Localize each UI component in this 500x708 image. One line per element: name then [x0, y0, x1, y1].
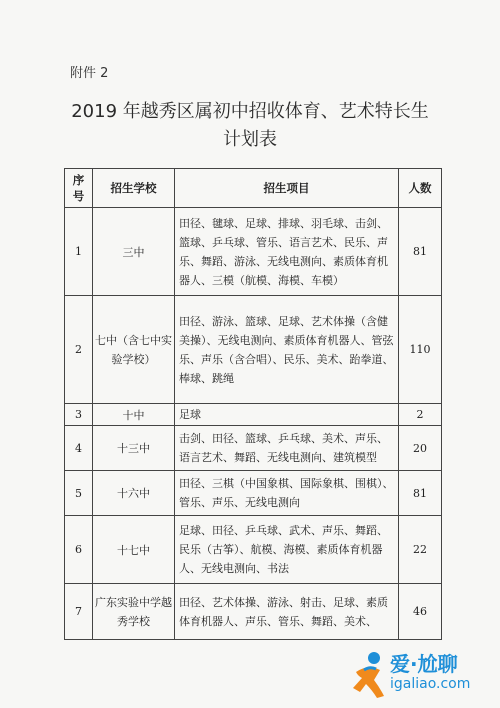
row-count: 81 — [399, 208, 442, 296]
row-school: 十中 — [93, 404, 175, 426]
row-items: 足球、田径、乒乓球、武术、声乐、舞蹈、民乐（古筝）、航模、海模、素质体育机器人、无线电测向、书法 — [175, 516, 399, 584]
watermark-url: igaliao.com — [390, 676, 471, 692]
row-count: 2 — [399, 404, 442, 426]
row-number: 6 — [65, 516, 93, 584]
row-school: 十六中 — [93, 471, 175, 516]
row-number: 1 — [65, 208, 93, 296]
header-number: 序号 — [65, 169, 93, 208]
row-count: 81 — [399, 471, 442, 516]
runner-logo-icon — [350, 650, 388, 700]
document-title-line2: 计划表 — [223, 129, 277, 150]
document-title: 2019 年越秀区属初中招收体育、艺术特长生 — [71, 101, 429, 122]
site-watermark — [348, 646, 498, 702]
row-school: 广东实验中学越秀学校 — [93, 584, 175, 640]
row-count: 20 — [399, 426, 442, 471]
row-school: 七中（含七中实验学校） — [93, 296, 175, 404]
table-header-row — [65, 169, 442, 208]
row-school: 三中 — [93, 208, 175, 296]
row-items: 田径、艺术体操、游泳、射击、足球、素质体育机器人、声乐、管乐、舞蹈、美术、 — [175, 584, 399, 640]
row-items: 田径、游泳、篮球、足球、艺术体操（含健美操）、无线电测向、素质体育机器人、管弦乐、声乐（含合唱）、民乐、美术、跆拳道、棒球、跳绳 — [175, 296, 399, 404]
table-row — [65, 426, 442, 471]
row-school: 十三中 — [93, 426, 175, 471]
row-number: 7 — [65, 584, 93, 640]
row-number: 3 — [65, 404, 93, 426]
header-count: 人数 — [399, 169, 442, 208]
row-number: 2 — [65, 296, 93, 404]
table-row — [65, 296, 442, 404]
table-row — [65, 471, 442, 516]
attachment-label: 附件 2 — [70, 66, 109, 81]
enrollment-plan-table — [64, 168, 442, 640]
row-items: 田径、毽球、足球、排球、羽毛球、击剑、篮球、乒乓球、管乐、语言艺术、民乐、声乐、舞蹈、游泳、无线电测向、素质体育机器人、三模（航模、海模、车模） — [175, 208, 399, 296]
watermark-brand: 爱·尬聊 — [390, 652, 458, 676]
header-items: 招生项目 — [175, 169, 399, 208]
row-items: 击剑、田径、篮球、乒乓球、美术、声乐、语言艺术、舞蹈、无线电测向、建筑模型 — [175, 426, 399, 471]
row-count: 110 — [399, 296, 442, 404]
row-number: 5 — [65, 471, 93, 516]
row-count: 46 — [399, 584, 442, 640]
table-row — [65, 404, 442, 426]
table-row — [65, 516, 442, 584]
row-count: 22 — [399, 516, 442, 584]
header-school: 招生学校 — [93, 169, 175, 208]
table-row — [65, 584, 442, 640]
table-row — [65, 208, 442, 296]
row-items: 足球 — [175, 404, 399, 426]
row-number: 4 — [65, 426, 93, 471]
row-school: 十七中 — [93, 516, 175, 584]
row-items: 田径、三棋（中国象棋、国际象棋、围棋）、管乐、声乐、无线电测向 — [175, 471, 399, 516]
